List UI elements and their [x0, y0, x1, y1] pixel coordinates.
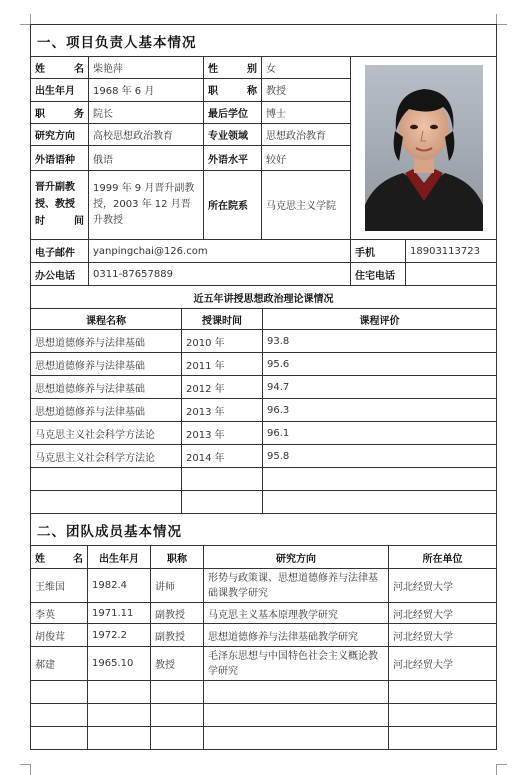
- member-research: 形势与政策课、思想道德修养与法律基础课教学研究: [204, 569, 389, 603]
- course-name: 马克思主义社会科学方法论: [31, 445, 182, 468]
- degree-value: 博士: [262, 101, 351, 123]
- member-unit: 河北经贸大学: [389, 647, 497, 681]
- promotion-label-line3: 时 间: [35, 216, 84, 228]
- office-phone-value: 0311-87657889: [89, 263, 351, 286]
- course-time-header: 授课时间: [182, 309, 263, 330]
- crop-mark-bottom-left: [20, 764, 31, 775]
- field-value: 思想政治教育: [262, 123, 351, 145]
- courses-table: [30, 285, 497, 514]
- promotion-label-line2: 授、教授: [35, 199, 75, 211]
- promotion-label: [31, 170, 89, 239]
- crop-mark-top-right: [496, 14, 507, 25]
- empty-row: [31, 681, 497, 704]
- member-research: 毛泽东思想与中国特色社会主义概论教学研究: [204, 647, 389, 681]
- section1-title: 一、项目负责人基本情况: [31, 25, 497, 57]
- member-name: 胡俊茸: [31, 624, 88, 647]
- member-unit: 河北经贸大学: [389, 569, 497, 603]
- office-phone-label: 办公电话: [31, 263, 89, 286]
- section2-title: 二、团队成员基本情况: [31, 514, 497, 546]
- table-row: [31, 330, 497, 353]
- member-title: 副教授: [151, 603, 204, 624]
- course-eval: 95.8: [263, 445, 497, 468]
- foreign-level-label: 外语水平: [204, 146, 262, 170]
- crop-mark-bottom-right: [496, 764, 507, 775]
- member-birth: 1972.2: [88, 624, 151, 647]
- leader-info-table: [30, 24, 497, 286]
- field-label: 专业领域: [204, 123, 262, 145]
- table-row: [31, 569, 497, 603]
- member-name: 王维国: [31, 569, 88, 603]
- team-unit-header: 所在单位: [389, 546, 497, 569]
- table-row: [31, 353, 497, 376]
- mobile-label: 手机: [351, 240, 406, 263]
- course-name: 马克思主义社会科学方法论: [31, 422, 182, 445]
- member-birth: 1965.10: [88, 647, 151, 681]
- table-row: [31, 647, 497, 681]
- member-title: 教授: [151, 647, 204, 681]
- title-value: 教授: [262, 79, 351, 101]
- member-unit: 河北经贸大学: [389, 603, 497, 624]
- course-name: 思想道德修养与法律基础: [31, 353, 182, 376]
- member-research: 马克思主义基本原理教学研究: [204, 603, 389, 624]
- home-phone-value: [406, 263, 497, 286]
- portrait-photo: [365, 65, 483, 231]
- dept-label: 所在院系: [204, 170, 262, 239]
- course-time: 2010 年: [182, 330, 263, 353]
- course-name: 思想道德修养与法律基础: [31, 330, 182, 353]
- team-research-header: 研究方向: [204, 546, 389, 569]
- empty-row: [31, 491, 497, 514]
- table-row: [31, 603, 497, 624]
- member-research: 思想道德修养与法律基础教学研究: [204, 624, 389, 647]
- course-name: 思想道德修养与法律基础: [31, 376, 182, 399]
- name-label: 姓 名: [31, 57, 89, 79]
- course-eval: 94.7: [263, 376, 497, 399]
- empty-row: [31, 727, 497, 750]
- research-label: 研究方向: [31, 123, 89, 145]
- course-time: 2013 年: [182, 399, 263, 422]
- member-title: 讲师: [151, 569, 204, 603]
- course-name-header: 课程名称: [31, 309, 182, 330]
- document-page: [30, 24, 496, 750]
- member-birth: 1971.11: [88, 603, 151, 624]
- empty-row: [31, 704, 497, 727]
- course-time: 2011 年: [182, 353, 263, 376]
- table-row: [31, 624, 497, 647]
- gender-value: 女: [262, 57, 351, 79]
- course-name: 思想道德修养与法律基础: [31, 399, 182, 422]
- member-title: 副教授: [151, 624, 204, 647]
- member-name: 李英: [31, 603, 88, 624]
- research-value: 高校思想政治教育: [89, 123, 204, 145]
- team-table: [30, 513, 497, 750]
- course-eval: 96.3: [263, 399, 497, 422]
- table-row: [31, 376, 497, 399]
- course-eval-header: 课程评价: [263, 309, 497, 330]
- member-name: 郝建: [31, 647, 88, 681]
- name-value: 柴艳萍: [89, 57, 204, 79]
- team-name-header: 姓 名: [31, 546, 88, 569]
- course-time: 2014 年: [182, 445, 263, 468]
- birth-label: 出生年月: [31, 79, 89, 101]
- promotion-label-line1: 晋升副教: [35, 182, 75, 194]
- birth-value: 1968 年 6 月: [89, 79, 204, 101]
- course-eval: 95.6: [263, 353, 497, 376]
- home-phone-label: 住宅电话: [351, 263, 406, 286]
- email-label: 电子邮件: [31, 240, 89, 263]
- foreign-level-value: 较好: [262, 146, 351, 170]
- promotion-value: 1999 年 9 月晋升副教授，2003 年 12 月晋升教授: [89, 170, 204, 239]
- empty-row: [31, 468, 497, 491]
- photo-cell: [351, 57, 497, 240]
- course-time: 2013 年: [182, 422, 263, 445]
- title-label: 职 称: [204, 79, 262, 101]
- course-eval: 93.8: [263, 330, 497, 353]
- course-eval: 96.1: [263, 422, 497, 445]
- team-title-header: 职称: [151, 546, 204, 569]
- table-row: [31, 399, 497, 422]
- degree-label: 最后学位: [204, 101, 262, 123]
- dept-value: 马克思主义学院: [262, 170, 351, 239]
- courses-heading: 近五年讲授思想政治理论课情况: [31, 286, 497, 309]
- table-row: [31, 422, 497, 445]
- foreign-language-label: 外语语种: [31, 146, 89, 170]
- table-row: [31, 445, 497, 468]
- email-value: yanpingchai@126.com: [89, 240, 351, 263]
- mobile-value: 18903113723: [406, 240, 497, 263]
- foreign-language-value: 俄语: [89, 146, 204, 170]
- member-birth: 1982.4: [88, 569, 151, 603]
- position-value: 院长: [89, 101, 204, 123]
- position-label: 职 务: [31, 101, 89, 123]
- team-birth-header: 出生年月: [88, 546, 151, 569]
- member-unit: 河北经贸大学: [389, 624, 497, 647]
- gender-label: 性 别: [204, 57, 262, 79]
- course-time: 2012 年: [182, 376, 263, 399]
